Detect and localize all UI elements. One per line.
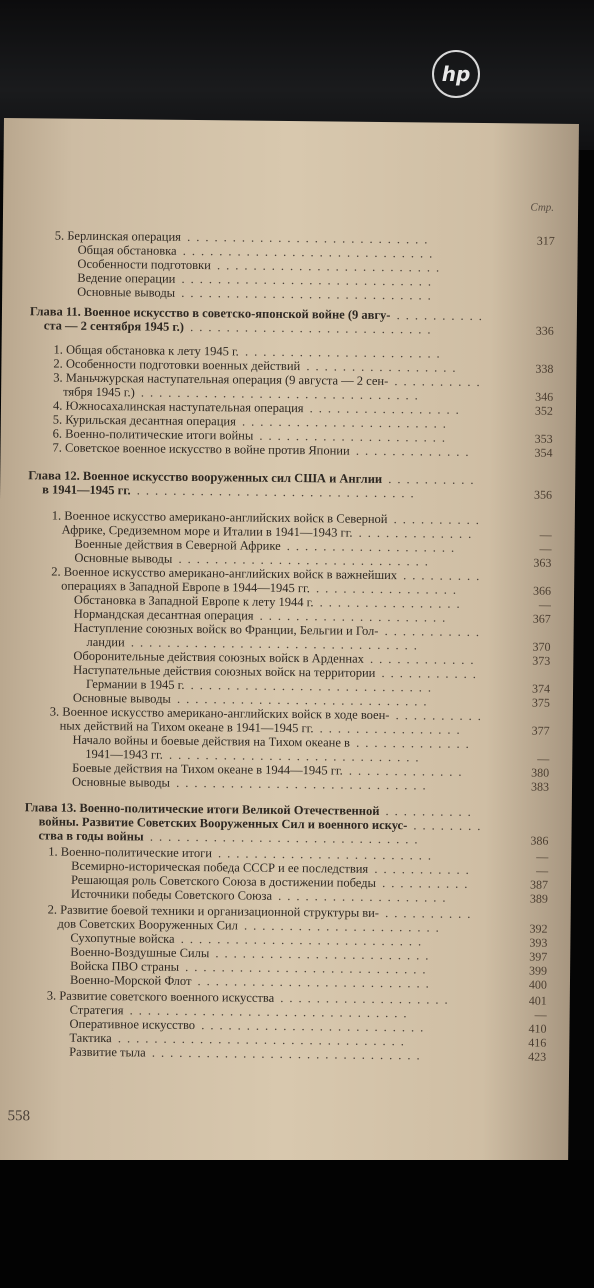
dot-leader: .......... <box>388 472 480 487</box>
toc-entry-title: Оперативное искусство <box>69 1016 196 1033</box>
toc-entry-title: 1. Военно-политические итоги <box>48 844 213 861</box>
dot-leader: ............................... <box>140 385 424 403</box>
toc-page-number: 392 <box>529 921 548 936</box>
toc-entry-title: Основные выводы <box>71 774 171 790</box>
toc-entry-title: 3. Маньчжурская наступательная операция (9 августа — 2 сен- <box>53 370 389 389</box>
toc-entry-title: Общая обстановка <box>77 242 177 258</box>
dot-leader: ......... <box>403 568 486 584</box>
toc-page-number: 317 <box>536 233 555 248</box>
toc-entry-title: 3. Развитие советского военного искусства <box>46 988 275 1005</box>
dot-leader: .......... <box>393 512 485 528</box>
toc-page-number: 400 <box>528 977 548 992</box>
dot-leader: ............. <box>356 735 475 751</box>
dot-leader: .......... <box>395 708 487 724</box>
toc-entry-title: Военно-Морской Флот <box>69 972 192 989</box>
toc-page-number: 380 <box>531 765 550 780</box>
dot-leader: ...................... <box>243 918 445 935</box>
dot-leader: ................... <box>278 888 452 905</box>
toc-entry-title: Наступательные действия союзных войск на территории <box>73 662 376 680</box>
toc-entry-title: операциях в Западной Европе в 1944—1945 гг. <box>61 578 311 596</box>
dot-leader: ........... <box>381 665 482 682</box>
dot-leader: ....................... <box>241 414 452 431</box>
toc-entry-title: Основные выводы <box>74 550 173 566</box>
toc-entry-title: 3. Военное искусство американо-английских войск в ходе воен- <box>49 704 390 723</box>
dot-leader: ................. <box>309 401 465 417</box>
dot-leader: ............ <box>370 651 480 668</box>
toc-entry-title: Африке, Средиземном море и Италии в 1941—1943 гг. <box>61 522 353 540</box>
toc-page-number: 353 <box>534 431 553 446</box>
toc-entry-title: дов Советских Вооруженных Сил <box>57 916 238 933</box>
toc-page-number: 399 <box>529 963 548 978</box>
toc-entry-title: Войска ПВО страны <box>70 958 180 974</box>
dot-leader: ........................... <box>185 959 432 977</box>
toc-page-number: 366 <box>533 583 552 598</box>
dot-leader: ................... <box>286 538 461 555</box>
toc-entry-title: Стратегия <box>69 1002 124 1018</box>
toc-entry-title: Решающая роль Советского Союза в достижении победы <box>70 872 377 890</box>
toc-entry-title: Обстановка в Западной Европе к лету 1944 г. <box>73 592 314 610</box>
dot-leader: ............................ <box>169 747 425 765</box>
dot-leader: ........................ <box>215 946 435 963</box>
dark-background <box>0 1160 594 1288</box>
toc-page-number: — <box>539 527 552 542</box>
toc-entry-title: 1941—1943 гг. <box>85 746 164 762</box>
toc-page-number: — <box>534 1007 547 1022</box>
toc-entry-title: Военные действия в Северной Африке <box>74 536 281 553</box>
toc-page-number: 336 <box>535 323 554 338</box>
toc-entry-title: ста — 2 сентября 1945 г.) <box>43 318 185 334</box>
toc-page-number: 356 <box>534 487 553 502</box>
toc-entry-title: 7. Советское военное искусство в войне против Японии <box>52 440 350 458</box>
dot-leader: ................. <box>306 359 462 375</box>
toc-entry-title: Сухопутные войска <box>70 930 175 946</box>
dot-leader: .......... <box>385 804 477 819</box>
toc-entry-title: 5. Курильская десантная операция <box>52 412 236 429</box>
dot-leader: ........................ <box>218 846 438 863</box>
toc-page-number: 373 <box>532 653 551 668</box>
toc-page-number: — <box>536 863 549 878</box>
hp-logo-icon: hp <box>432 50 480 98</box>
dot-leader: ........... <box>374 861 475 877</box>
book-page <box>0 118 579 1176</box>
dot-leader: ................ <box>319 595 466 611</box>
toc-page-number: 374 <box>531 681 551 696</box>
toc-entry-title: тября 1945 г.) <box>63 384 135 400</box>
toc-page-number: 370 <box>532 639 551 654</box>
toc-entry-title: 1. Военное искусство американо-английских войск в Северной <box>51 508 388 527</box>
dot-leader: ........................... <box>187 229 434 247</box>
toc-entry-title: ства в годы войны <box>38 828 144 844</box>
dot-leader: .............................. <box>151 1045 426 1063</box>
toc-page-number: — <box>537 751 550 766</box>
toc-page-number: 383 <box>530 779 550 794</box>
toc-page-number: 387 <box>529 877 549 892</box>
toc-entry-title: в 1941—1945 гг. <box>42 482 131 498</box>
toc-entry-title: Глава 12. Военное искусство вооруженных сил США и Англии <box>28 468 383 486</box>
dot-leader: ................ <box>316 581 463 597</box>
toc-page-number: 367 <box>532 611 551 626</box>
toc-entry-title: 5. Берлинская операция <box>54 228 182 244</box>
toc-entry-title: Нормандская десантная операция <box>73 606 254 623</box>
dot-leader: ............................ <box>181 271 438 289</box>
toc-entry-title: Начало войны и боевые действия на Тихом океане в <box>72 732 351 750</box>
dot-leader: ............. <box>355 443 475 459</box>
toc-entry-title: Источники победы Советского Союза <box>70 886 273 903</box>
dot-leader: ...................... <box>244 344 446 361</box>
toc-page-number: 397 <box>529 949 548 964</box>
toc-page-number: 363 <box>533 555 552 570</box>
toc-page-number: 410 <box>528 1021 547 1036</box>
toc-page-number: 389 <box>529 891 548 906</box>
dot-leader: ........................... <box>180 931 428 949</box>
dot-leader: .......................... <box>197 974 435 991</box>
dot-leader: ................................ <box>130 635 423 653</box>
page-number: 558 <box>7 1108 31 1125</box>
toc-entry-title: Германии в 1945 г. <box>86 676 185 692</box>
toc-entry-title: Особенности подготовки <box>77 256 211 273</box>
toc-entry-title: войны. Развитие Советских Вооруженных Сил и военного искус- <box>38 814 408 833</box>
dot-leader: ............................ <box>182 243 439 261</box>
dot-leader: .......... <box>396 308 488 324</box>
toc-page-number: — <box>538 597 552 612</box>
dot-leader: ........... <box>384 624 486 640</box>
dot-leader: ............................ <box>181 285 437 303</box>
dot-leader: ..................... <box>259 428 452 445</box>
dot-leader: ................... <box>280 990 454 1007</box>
toc-entry-title: Всемирно-историческая победа СССР и ее последствия <box>71 858 369 876</box>
toc-entry-title: ландии <box>86 634 125 650</box>
dot-leader: ........ <box>413 818 487 834</box>
toc-page-number: 386 <box>530 833 549 848</box>
toc-entry-title: Глава 11. Военное искусство в советско-японской войне (9 авгу- <box>29 304 391 323</box>
dot-leader: ........................... <box>190 319 437 337</box>
toc-page-number: — <box>539 541 552 556</box>
toc-entry-title: Тактика <box>69 1030 112 1046</box>
dot-leader: ............. <box>358 525 478 541</box>
toc-page-number: 354 <box>534 445 553 460</box>
dot-leader: .......... <box>394 374 486 390</box>
dot-leader: .......... <box>382 876 474 891</box>
toc-page-number: 377 <box>531 723 550 738</box>
toc-page-number: 375 <box>531 695 550 710</box>
toc-page-number: 338 <box>535 361 554 376</box>
toc-page-number: — <box>536 849 549 864</box>
dot-leader: ............................ <box>178 551 435 569</box>
dot-leader: ................ <box>319 721 466 737</box>
dot-leader: ................................ <box>117 1031 410 1049</box>
dot-leader: .............................. <box>149 829 424 847</box>
toc-entry-title: 2. Развитие боевой техники и организационной структуры ви- <box>47 902 380 920</box>
toc-page-number: 352 <box>534 403 554 418</box>
toc-page-number: 423 <box>528 1049 547 1064</box>
toc-entry-title: 1. Общая обстановка к лету 1945 г. <box>53 342 239 359</box>
toc-page-number: 393 <box>529 935 548 950</box>
dot-leader: ..................... <box>259 608 452 625</box>
toc-entry-title: Развитие тыла <box>69 1044 146 1060</box>
toc-entry-title: Наступление союзных войск во Франции, Бельгии и Гол- <box>73 620 379 638</box>
toc-entry-title: ных действий на Тихом океане в 1941—1945 гг. <box>59 718 314 736</box>
column-header-pages: Стр. <box>530 201 555 214</box>
toc-entry-title: 4. Южносахалинская наступательная операция <box>52 398 304 416</box>
dot-leader: ............................ <box>176 775 432 793</box>
toc-entry-title: Военно-Воздушные Силы <box>70 944 210 961</box>
toc-entry-title: 6. Военно-политические итоги войны <box>52 426 254 443</box>
toc-page-number: 346 <box>535 389 554 404</box>
dot-leader: ............................... <box>129 1003 413 1021</box>
toc-entry-title: Ведение операции <box>77 270 176 286</box>
toc-entry-title: Глава 13. Военно-политические итоги Великой Отечественной <box>24 800 380 818</box>
toc-entry-title: Оборонительные действия союзных войск в Арденнах <box>73 648 365 666</box>
dot-leader: ......................... <box>201 1018 430 1035</box>
dot-leader: ............. <box>348 763 468 779</box>
toc-page-number: 416 <box>528 1035 547 1050</box>
dot-leader: ......................... <box>216 258 446 275</box>
dot-leader: .......... <box>385 906 477 921</box>
dot-leader: ............................... <box>136 483 420 501</box>
toc-entry-title: 2. Особенности подготовки военных действий <box>53 356 301 374</box>
toc-entry-title: Боевые действия на Тихом океане в 1944—1945 гг. <box>72 760 343 778</box>
toc-entry-title: Основные выводы <box>77 284 176 300</box>
dot-leader: ............................ <box>176 691 433 709</box>
dot-leader: ........................... <box>190 677 438 695</box>
toc-page-number: 401 <box>528 993 547 1008</box>
toc-entry-title: Основные выводы <box>72 690 171 706</box>
toc-entry-title: 2. Военное искусство американо-английских войск в важнейших <box>51 564 398 583</box>
